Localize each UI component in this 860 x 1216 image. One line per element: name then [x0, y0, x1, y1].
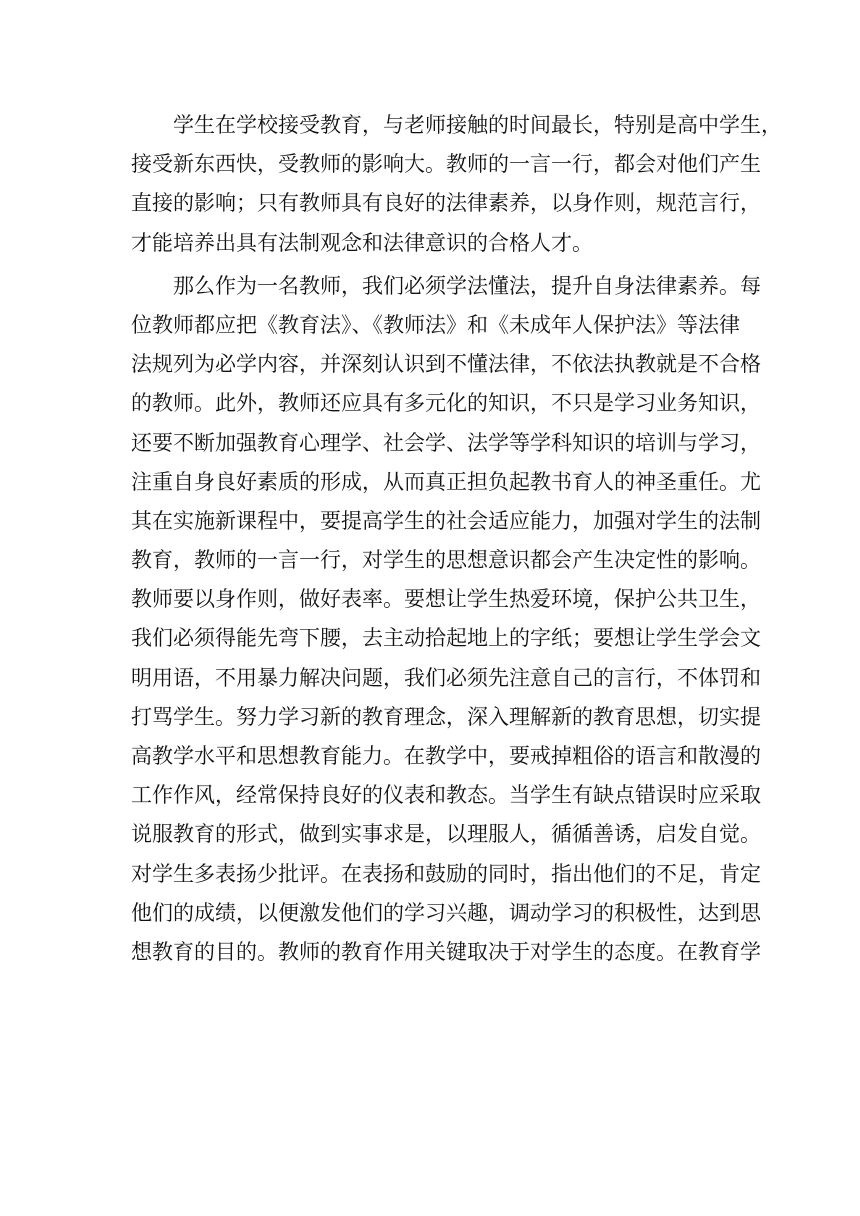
text-line: 注重自身良好素质的形成，从而真正担负起教书育人的神圣重任。尤 [131, 469, 761, 494]
text-line: 直接的影响；只有教师具有良好的法律素养，以身作则，规范言行， [131, 191, 761, 216]
text-line: 其在实施新课程中，要提高学生的社会适应能力，加强对学生的法制 [131, 508, 761, 533]
text-line: 位教师都应把《教育法》、《教师法》和《未成年人保护法》等法律 [131, 312, 740, 337]
text-line: 说服教育的形式，做到实事求是，以理服人，循循善诱，启发自觉。 [131, 822, 761, 847]
text-line: 接受新东西快，受教师的影响大。教师的一言一行，都会对他们产生 [131, 152, 761, 177]
text-line: 学生在学校接受教育，与老师接触的时间最长，特别是高中学生， [173, 113, 782, 137]
text-line: 工作作风，经常保持良好的仪表和教态。当学生有缺点错误时应采取 [131, 783, 761, 808]
text-line: 教师要以身作则，做好表率。要想让学生热爱环境，保护公共卫生， [131, 587, 761, 612]
paragraph-2 [131, 267, 761, 972]
text-line: 打骂学生。努力学习新的教育理念，深入理解新的教育思想，切实提 [131, 704, 761, 729]
document-body [131, 106, 782, 972]
text-line: 我们必须得能先弯下腰，去主动拾起地上的字纸；要想让学生学会文 [131, 626, 761, 651]
text-line: 的教师。此外，教师还应具有多元化的知识，不只是学习业务知识， [131, 391, 761, 416]
text-line: 想教育的目的。教师的教育作用关键取决于对学生的态度。在教育学 [131, 939, 761, 964]
text-line: 法规列为必学内容，并深刻认识到不懂法律，不依法执教就是不合格 [131, 352, 761, 377]
text-line: 那么作为一名教师，我们必须学法懂法，提升自身法律素养。每 [173, 273, 761, 298]
text-line: 高教学水平和思想教育能力。在教学中，要戒掉粗俗的语言和散漫的 [131, 744, 761, 768]
text-line: 教育，教师的一言一行，对学生的思想意识都会产生决定性的影响。 [131, 548, 761, 573]
text-line: 明用语，不用暴力解决问题，我们必须先注意自己的言行，不体罚和 [131, 665, 761, 690]
text-line: 还要不断加强教育心理学、社会学、法学等学科知识的培训与学习， [131, 430, 761, 455]
text-line: 他们的成绩，以便激发他们的学习兴趣，调动学习的积极性，达到思 [131, 900, 761, 925]
text-line: 才能培养出具有法制观念和法律意识的合格人才。 [131, 230, 593, 255]
text-line: 对学生多表扬少批评。在表扬和鼓励的同时，指出他们的不足，肯定 [131, 861, 761, 886]
paragraph-1 [131, 106, 782, 263]
